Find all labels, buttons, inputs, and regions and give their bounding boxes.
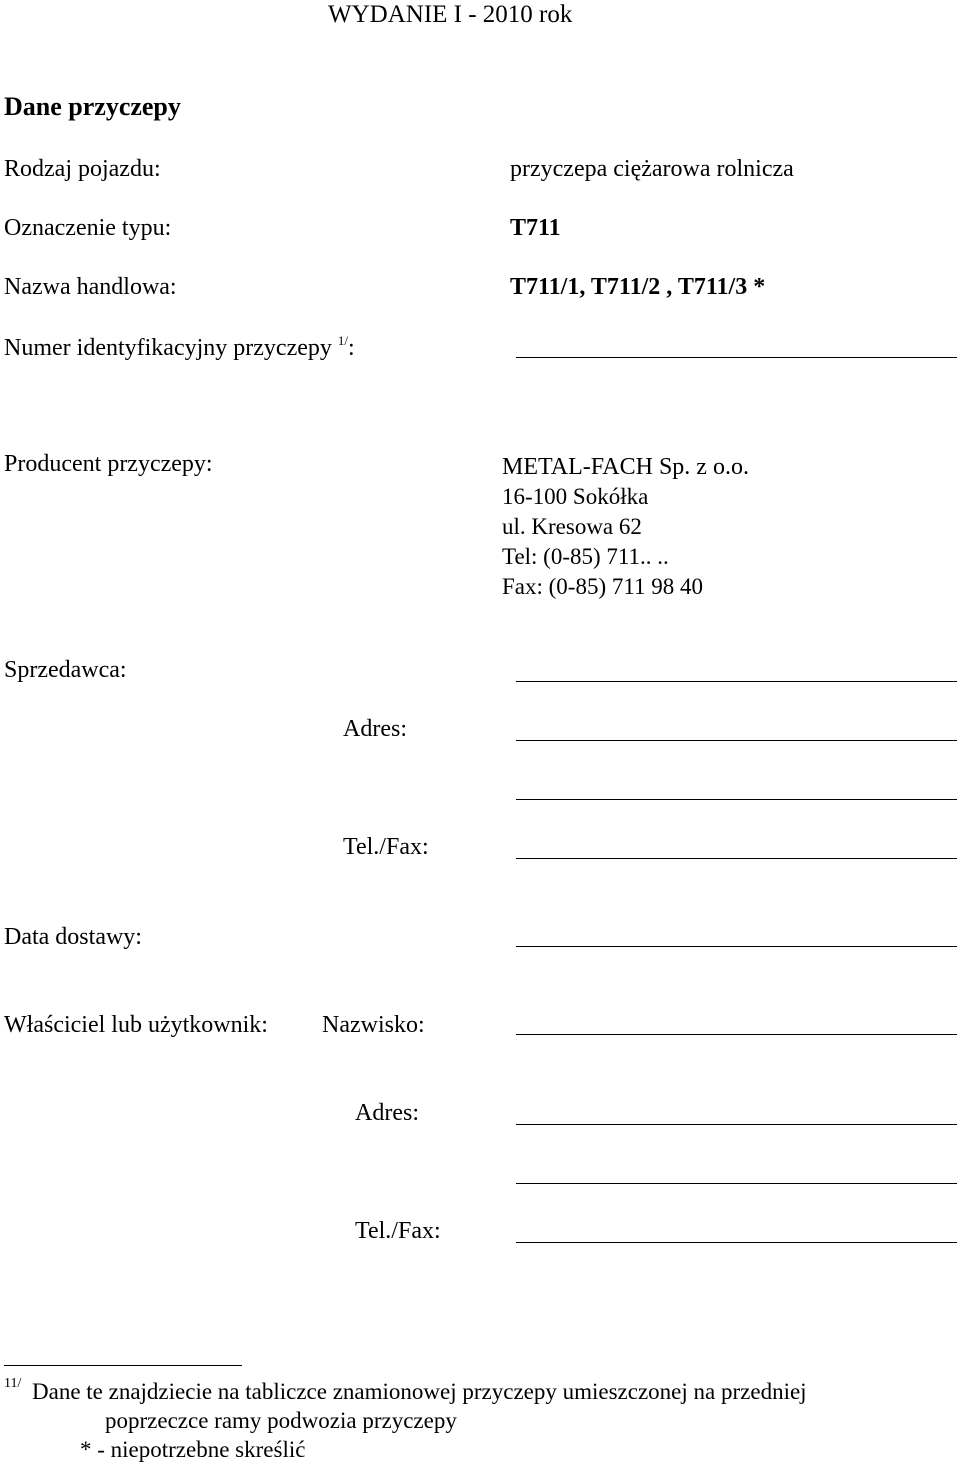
owner-surname-line[interactable] bbox=[516, 1034, 957, 1035]
delivery-date-line[interactable] bbox=[516, 946, 957, 947]
section-title: Dane przyczepy bbox=[4, 92, 181, 121]
seller-address-line-1[interactable] bbox=[516, 740, 957, 741]
footnote-text-line-2: poprzeczce ramy podwozia przyczepy bbox=[105, 1408, 457, 1433]
vin-footnote-ref: 1/ bbox=[337, 333, 348, 348]
producer-street: ul. Kresowa 62 bbox=[502, 514, 642, 539]
owner-address-line-2[interactable] bbox=[516, 1183, 957, 1184]
seller-address-label: Adres: bbox=[343, 716, 407, 742]
owner-address-label: Adres: bbox=[355, 1100, 419, 1126]
asterisk-note: * - niepotrzebne skreślić bbox=[80, 1437, 306, 1462]
edition-heading: WYDANIE I - 2010 rok bbox=[328, 1, 573, 28]
delivery-date-label: Data dostawy: bbox=[4, 924, 142, 950]
seller-phone-label: Tel./Fax: bbox=[343, 834, 429, 860]
seller-label: Sprzedawca: bbox=[4, 657, 127, 683]
vin-label-colon: : bbox=[348, 335, 355, 361]
producer-address bbox=[502, 452, 749, 602]
vin-input-line[interactable] bbox=[516, 357, 957, 358]
seller-address-line-2[interactable] bbox=[516, 799, 957, 800]
owner-label: Właściciel lub użytkownik: bbox=[4, 1012, 268, 1038]
footnote-marker: 11/ bbox=[4, 1376, 22, 1391]
owner-phone-line[interactable] bbox=[516, 1242, 957, 1243]
model-value: T711 bbox=[510, 215, 561, 241]
producer-fax: Fax: (0-85) 711 98 40 bbox=[502, 574, 704, 599]
footnote-separator bbox=[4, 1365, 242, 1366]
vin-label bbox=[4, 333, 355, 361]
producer-label: Producent przyczepy: bbox=[4, 451, 213, 477]
producer-postcode: 16-100 Sokółka bbox=[502, 484, 649, 509]
seller-input-line[interactable] bbox=[516, 681, 957, 682]
vehicle-type-value: przyczepa ciężarowa rolnicza bbox=[510, 156, 794, 182]
seller-phone-line[interactable] bbox=[516, 858, 957, 859]
producer-phone: Tel: (0-85) 711.. .. bbox=[502, 544, 669, 569]
trade-name-label: Nazwa handlowa: bbox=[4, 274, 177, 300]
vehicle-type-label: Rodzaj pojazdu: bbox=[4, 156, 161, 182]
owner-phone-label: Tel./Fax: bbox=[355, 1218, 441, 1244]
model-label: Oznaczenie typu: bbox=[4, 215, 172, 241]
footnote-text-line-1: Dane te znajdziecie na tabliczce znamionowej przyczepy umieszczonej na przedniej bbox=[32, 1379, 807, 1404]
owner-address-line-1[interactable] bbox=[516, 1124, 957, 1125]
producer-name: METAL-FACH Sp. z o.o. bbox=[502, 454, 749, 480]
owner-surname-label: Nazwisko: bbox=[322, 1012, 425, 1038]
vin-label-text: Numer identyfikacyjny przyczepy bbox=[4, 335, 332, 361]
trade-name-value: T711/1, T711/2 , T711/3 * bbox=[510, 274, 766, 300]
